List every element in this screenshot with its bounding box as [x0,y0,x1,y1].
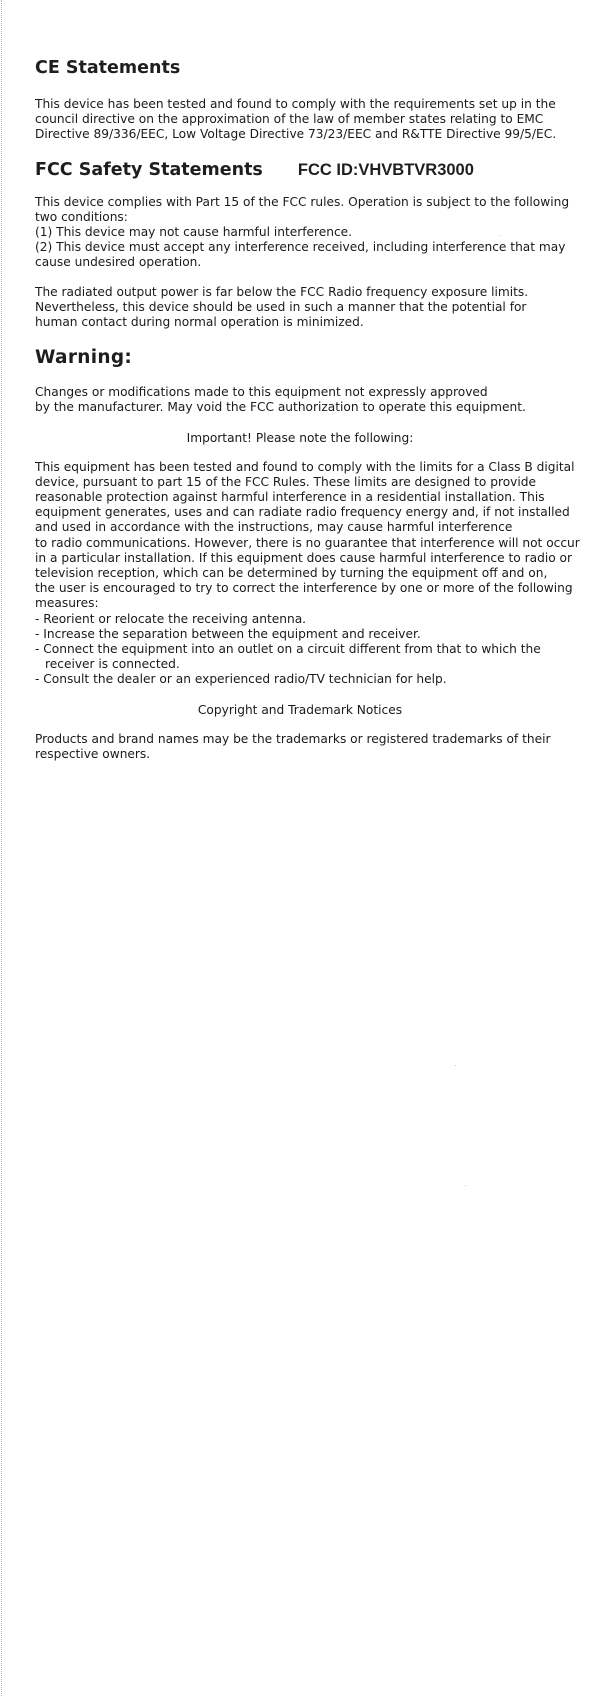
ce-line: This device has been tested and found to comply with the requirements set up in the [35,97,556,111]
fcc-exposure-line: Nevertheless, this device should be used in such a manner that the potential for [35,299,527,314]
ce-paragraph [35,97,603,143]
warning-line: Changes or modifications made to this equipment not expressly approved [35,385,488,400]
fcc-conditions-line: (2) This device must accept any interference received, including interference that may [35,240,566,255]
warning-body-line: in a particular installation. If this equipment does cause harmful interference to radio or [35,550,573,565]
scan-speck [465,1185,466,1186]
fcc-id-label: FCC ID:VHVBTVR3000 [297,160,474,179]
warning-body-line: device, pursuant to part 15 of the FCC Rules. These limits are designed to provide [35,474,536,489]
fcc-conditions-paragraph [35,195,603,271]
copyright-paragraph [35,732,603,762]
copyright-title: Copyright and Trademark Notices [197,702,403,717]
page-edge-rule [1,0,2,1696]
measure-item: - Increase the separation between the equipment and receiver. [35,626,421,641]
fcc-heading: FCC Safety Statements [35,159,263,180]
copyright-line: Products and brand names may be the trademarks or registered trademarks of their [35,731,551,746]
measure-item: - Connect the equipment into an outlet on a circuit different from that to which the [35,642,541,657]
measure-item: - Reorient or relocate the receiving antenna. [35,611,307,626]
measure-item-continuation: receiver is connected. [45,657,180,672]
fcc-section [35,157,603,331]
ce-section [35,55,603,143]
warning-body-line: television reception, which can be determined by turning the equipment off and on, [35,566,548,581]
fcc-heading-row [35,157,603,183]
measure-item: - Consult the dealer or an experienced radio/TV technician for help. [35,672,447,687]
scan-speck [500,235,501,236]
important-title: Important! Please note the following: [186,430,414,445]
warning-paragraph [35,385,603,415]
warning-body-paragraph [35,460,603,612]
warning-body-line: equipment generates, uses and can radiate radio frequency energy and, if not installed [35,505,570,520]
ce-line: Directive 89/336/EEC, Low Voltage Directive 73/23/EEC and R&TTE Directive 99/5/EC. [35,127,557,142]
ce-heading: CE Statements [35,58,181,78]
warning-body-line: and used in accordance with the instructions, may cause harmful interference [35,520,513,535]
scan-speck [455,1065,456,1066]
document-content [35,55,603,776]
warning-section [35,345,603,687]
fcc-exposure-line: human contact during normal operation is minimized. [35,315,364,330]
copyright-section [35,702,603,762]
copyright-line: respective owners. [35,746,151,761]
warning-body-line: This equipment has been tested and found to comply with the limits for a Class B digital [35,459,575,474]
measures-list [35,612,603,688]
warning-body-line: measures: [35,596,99,611]
warning-body-line: reasonable protection against harmful interference in a residential installation. This [35,490,545,505]
fcc-conditions-line: two conditions: [35,209,128,224]
fcc-conditions-line: cause undesired operation. [35,255,202,270]
fcc-conditions-line: (1) This device may not cause harmful interference. [35,225,353,240]
fcc-exposure-paragraph [35,285,603,331]
fcc-exposure-line: The radiated output power is far below the FCC Radio frequency exposure limits. [35,284,529,299]
warning-heading: Warning: [35,347,133,369]
fcc-conditions-line: This device complies with Part 15 of the FCC rules. Operation is subject to the following [35,194,570,209]
warning-body-line: the user is encouraged to try to correct the interference by one or more of the following [35,581,573,596]
warning-line: by the manufacturer. May void the FCC authorization to operate this equipment. [35,400,526,415]
ce-line: council directive on the approximation of the law of member states relating to EMC [35,112,544,127]
warning-body-line: to radio communications. However, there is no guarantee that interference will not occur [35,535,580,550]
